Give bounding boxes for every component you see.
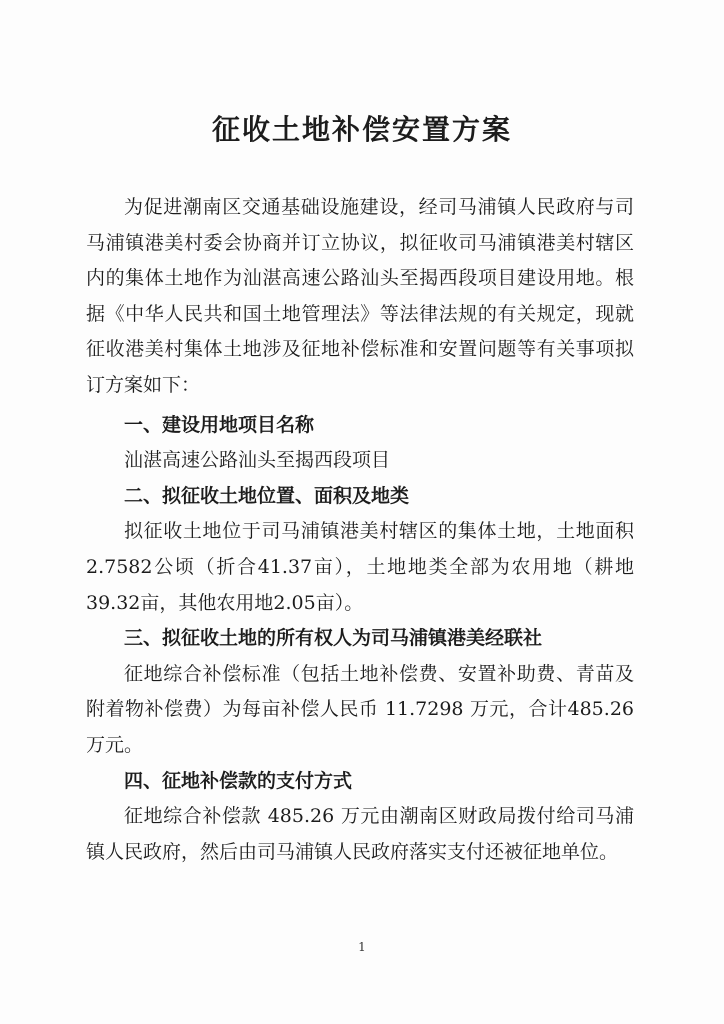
section-4-text: 征地综合补偿款 485.26 万元由潮南区财政局拨付给司马浦镇人民政府，然后由司马浦镇人民政府落实支付还被征地单位。 — [86, 805, 634, 863]
document-title: 征收土地补偿安置方案 — [211, 113, 512, 146]
section-1-heading: 一、建设用地项目名称 — [124, 413, 315, 436]
document-body — [86, 190, 634, 870]
section-2-text: 拟征收土地位于司马浦镇港美村辖区的集体土地，土地面积2.7582公顷（折合41.37亩），土地地类全部为农用地（耕地39.32亩，其他农用地2.05亩）。 — [86, 520, 634, 614]
section-3-text: 征地综合补偿标准（包括土地补偿费、安置补助费、青苗及附着物补偿费）为每亩补偿人民币 11.7298 万元，合计485.26万元。 — [86, 662, 634, 756]
section-3-heading: 三、拟征收土地的所有权人为司马浦镇港美经联社 — [124, 627, 543, 650]
intro-paragraph: 为促进潮南区交通基础设施建设，经司马浦镇人民政府与司马浦镇港美村委会协商并订立协议，拟征收司马浦镇港美村辖区内的集体土地作为汕湛高速公路汕头至揭西段项目建设用地。根据《中华人民共和国土地管理法》等法律法规的有关规定，现就征收港美村集体土地涉及征地补偿标准和安置问题等有关事项拟订方案如下： — [86, 196, 634, 396]
section-2-heading: 二、拟征收土地位置、面积及地类 — [124, 484, 410, 507]
page-number: 1 — [358, 940, 366, 954]
section-1-text: 汕湛高速公路汕头至揭西段项目 — [124, 449, 391, 472]
section-4-heading: 四、征地补偿款的支付方式 — [124, 769, 353, 792]
